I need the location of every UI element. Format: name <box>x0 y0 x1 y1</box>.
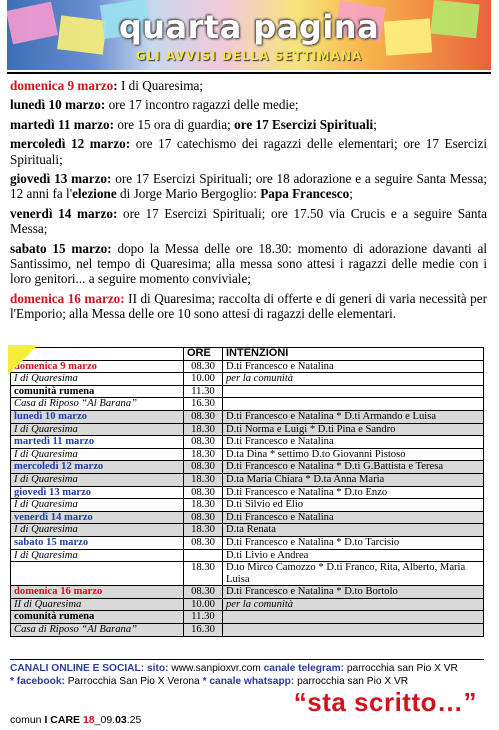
telegram-link[interactable]: parrocchia san Pio X VR <box>346 663 458 674</box>
table-row <box>11 436 484 449</box>
intention-cell: D.ta Dina * settimo D.to Giovanni Pistoso <box>223 448 484 461</box>
table-header-row <box>11 348 484 361</box>
telegram-label: canale telegram: <box>263 663 345 674</box>
liturgical-label: Casa di Riposo “Al Barana” <box>14 398 138 410</box>
intention-cell: D.ti Francesco e Natalina * D.ti G.Battista e Teresa <box>223 461 484 474</box>
day-label: comunità rumena <box>14 611 95 623</box>
day-label: domenica 16 marzo <box>14 586 103 598</box>
day-cell <box>11 586 184 599</box>
table-row <box>11 385 484 398</box>
header-banner <box>7 0 491 70</box>
time-cell: 11.30 <box>184 611 223 624</box>
corner-decoration <box>8 345 38 375</box>
time-cell: 08.30 <box>184 586 223 599</box>
day-cell <box>11 562 184 586</box>
intention-cell: D.ta Renata <box>223 524 484 537</box>
table-row <box>11 473 484 486</box>
day-cell <box>11 524 184 537</box>
divider <box>7 72 491 74</box>
table-row <box>11 511 484 524</box>
notice-item: sabato 15 marzo: dopo la Messa delle ore 18.30: momento di adorazione davanti al Santissimo, nel tempo di Quaresima; alla messa sono attesi i ragazzi delle medie con i loro genitori... a seguire momento conviviale; <box>10 240 487 287</box>
notice-item: lunedì 10 marzo: ore 17 incontro ragazzi delle medie; <box>10 97 299 113</box>
liturgical-label: I di Quaresima <box>14 448 78 460</box>
table-row <box>11 624 484 637</box>
table-row <box>11 499 484 512</box>
day-cell <box>11 499 184 512</box>
day-cell <box>11 536 184 549</box>
liturgical-label: I di Quaresima <box>14 499 78 511</box>
notice-item: martedì 11 marzo: ore 15 ora di guardia; ore 17 Esercizi Spirituali; <box>10 116 377 132</box>
footer: comun I CARE 18_09.03.25 <box>10 714 142 726</box>
page-title: quarta pagina <box>118 8 380 46</box>
intention-cell <box>223 385 484 398</box>
table-header-intentions: INTENZIONI <box>223 348 484 361</box>
intention-cell: per la comunità <box>223 598 484 611</box>
time-cell <box>184 549 223 562</box>
notice-item: mercoledì 12 marzo: ore 17 catechismo dei ragazzi delle elementari; ore 17 Esercizi Spirituali; <box>10 136 488 167</box>
intention-cell: D.ti Norma e Luigi * D.ti Pina e Sandro <box>223 423 484 436</box>
liturgical-label: I di Quaresima <box>14 524 78 536</box>
notice-item: giovedì 13 marzo: ore 17 Esercizi Spirituali; ore 18 adorazione e a seguire Santa Messa; 12 anni fa l'elezione di Jorge Mario Bergoglio: Papa Francesco; <box>10 171 487 202</box>
time-cell: 18.30 <box>184 524 223 537</box>
table-row <box>11 562 484 586</box>
table-row <box>11 536 484 549</box>
intention-cell <box>223 624 484 637</box>
intention-cell: per la comunità <box>223 373 484 386</box>
intention-cell: D.ti Francesco e Natalina * D.to Bortolo <box>223 586 484 599</box>
intention-cell <box>223 611 484 624</box>
day-label: martedì 11 marzo <box>14 436 95 448</box>
table-row <box>11 373 484 386</box>
time-cell: 18.30 <box>184 562 223 586</box>
table-row <box>11 461 484 474</box>
facebook-link[interactable]: Parrocchia San Pio X Verona <box>67 676 200 687</box>
time-cell: 08.30 <box>184 360 223 373</box>
day-label: mercoledì 12 marzo <box>14 461 104 473</box>
table-row <box>11 410 484 423</box>
intention-cell: D.ti Silvio ed Elio <box>223 499 484 512</box>
notice-item: venerdì 14 marzo: ore 17 Esercizi Spirituali; ore 17.50 via Crucis e a seguire Santa Messa; <box>10 205 487 237</box>
intention-cell: D.ti Francesco e Natalina <box>223 511 484 524</box>
time-cell: 18.30 <box>184 499 223 512</box>
time-cell: 08.30 <box>184 536 223 549</box>
liturgical-label: I di Quaresima <box>14 473 78 485</box>
day-label: domenica 9 marzo <box>14 360 97 372</box>
intention-cell: D.ti Francesco e Natalina * D.to Enzo <box>223 486 484 499</box>
notice-item: domenica 9 marzo: I di Quaresima; <box>10 78 204 93</box>
intention-cell: D.ti Livio e Andrea <box>223 549 484 562</box>
intention-cell: D.to Mirco Camozzo * D.ti Franco, Rita, Alberto, Maria Luisa <box>223 562 484 586</box>
day-label: comunità rumena <box>14 385 95 397</box>
day-cell <box>11 448 184 461</box>
intention-cell <box>223 398 484 411</box>
liturgical-label: I di Quaresima <box>14 423 78 435</box>
whatsapp-label: * canale whatsapp: <box>202 676 295 687</box>
time-cell: 18.30 <box>184 423 223 436</box>
intention-cell: D.ti Francesco e Natalina <box>223 436 484 449</box>
day-cell <box>11 436 184 449</box>
day-cell <box>11 410 184 423</box>
time-cell: 11.30 <box>184 385 223 398</box>
social-line <box>10 662 484 675</box>
page-subtitle: GLI AVVISI DELLA SETTIMANA <box>135 49 363 63</box>
day-label: lunedì 10 marzo <box>14 410 87 422</box>
day-label: venerdì 14 marzo <box>14 511 93 523</box>
day-cell <box>11 549 184 562</box>
time-cell: 08.30 <box>184 486 223 499</box>
day-label: sabato 15 marzo <box>14 536 89 548</box>
intention-cell: D.ti Francesco e Natalina * D.ti Armando e Luisa <box>223 410 484 423</box>
table-row <box>11 360 484 373</box>
mass-intentions-table <box>10 347 484 637</box>
intention-cell: D.ta Maria Chiara * D.ta Anna Maria <box>223 473 484 486</box>
day-cell <box>11 398 184 411</box>
time-cell: 08.30 <box>184 511 223 524</box>
day-cell <box>11 511 184 524</box>
day-cell <box>11 461 184 474</box>
liturgical-label: I di Quaresima <box>14 549 78 561</box>
table-header-time: ORE <box>184 348 223 361</box>
whatsapp-link[interactable]: parrocchia san Pio X VR <box>297 676 409 687</box>
day-cell <box>11 598 184 611</box>
time-cell: 18.30 <box>184 448 223 461</box>
table-row <box>11 598 484 611</box>
liturgical-label: I di Quaresima <box>14 373 78 385</box>
table-row <box>11 486 484 499</box>
motto: “sta scritto…” <box>293 687 477 717</box>
liturgical-label: II di Quaresima <box>14 598 82 610</box>
table-row <box>11 586 484 599</box>
table-row <box>11 549 484 562</box>
day-cell <box>11 624 184 637</box>
time-cell: 10.00 <box>184 373 223 386</box>
site-link[interactable]: www.sanpioxvr.com <box>171 663 261 674</box>
time-cell: 16.30 <box>184 398 223 411</box>
weekly-notices <box>10 78 487 326</box>
table-body <box>11 360 484 636</box>
table-row <box>11 611 484 624</box>
time-cell: 08.30 <box>184 461 223 474</box>
social-channels <box>10 659 484 688</box>
day-cell <box>11 486 184 499</box>
intention-cell: D.ti Francesco e Natalina * D.to Tarcisio <box>223 536 484 549</box>
social-title: CANALI ONLINE E SOCIAL: <box>10 663 145 674</box>
site-label: sito: <box>146 663 169 674</box>
table-row <box>11 398 484 411</box>
time-cell: 16.30 <box>184 624 223 637</box>
day-label: giovedì 13 marzo <box>14 486 92 498</box>
time-cell: 18.30 <box>184 473 223 486</box>
time-cell: 08.30 <box>184 436 223 449</box>
notice-item: domenica 16 marzo: II di Quaresima; raccolta di offerte e di generi di varia necessità per l'Emporio; alla Messa delle ore 10 sono attesi di ragazzi delle elementari. <box>10 290 487 322</box>
table-row <box>11 524 484 537</box>
liturgical-label: Casa di Riposo “Al Barana” <box>14 624 138 636</box>
day-cell <box>11 423 184 436</box>
time-cell: 08.30 <box>184 410 223 423</box>
intention-cell: D.ti Francesco e Natalina <box>223 360 484 373</box>
facebook-label: * facebook: <box>10 676 65 687</box>
table-row <box>11 448 484 461</box>
day-cell <box>11 473 184 486</box>
time-cell: 10.00 <box>184 598 223 611</box>
day-cell <box>11 611 184 624</box>
table-row <box>11 423 484 436</box>
day-cell <box>11 385 184 398</box>
